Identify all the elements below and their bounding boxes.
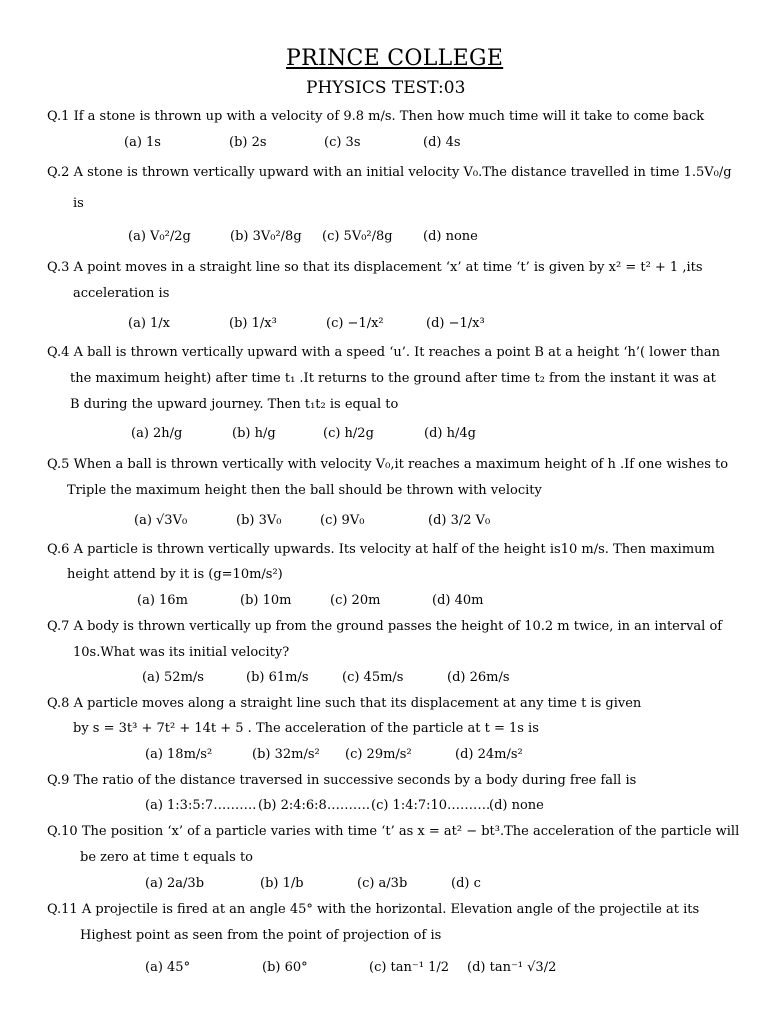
question-text [47,620,722,633]
question-line-2: the maximum height) after time t₁ .It returns to the ground after time t₂ from the instant it was at [70,371,716,386]
option-d: (d) c [451,876,481,891]
option-b: (b) 10m [240,593,292,608]
option-c: (c) a/3b [357,876,408,891]
question-line-2: Highest point as seen from the point of projection of is [80,928,442,943]
option-b: (b) 60° [262,960,308,975]
question-text [47,166,732,179]
option-c: (c) tan⁻¹ 1/2 [369,960,450,975]
option-a: (a) 16m [137,593,188,608]
question-text [47,346,720,359]
option-a: (a) 18m/s² [145,747,213,762]
question-line: A ball is thrown vertically upward with a speed ‘u’. It reaches a point B at a height ‘h’( lower than [73,345,721,360]
question-label: Q.3 [47,260,70,275]
option-d: (d) 24m/s² [455,747,523,762]
question-text [47,774,636,787]
question-line: A body is thrown vertically up from the ground passes the height of 10.2 m twice, in an interval of [73,619,723,634]
option-c: (c) 9V₀ [320,513,365,528]
question-line: A projectile is fired at an angle 45° with the horizontal. Elevation angle of the projectile at its [81,902,700,917]
question-text [47,110,704,123]
question-line-2: be zero at time t equals to [80,850,254,865]
question-label: Q.2 [47,165,70,180]
option-d: (d) none [423,229,478,244]
option-d: (d) tan⁻¹ √3/2 [467,960,557,975]
question-line: The ratio of the distance traversed in successive seconds by a body during free fall is [73,773,637,788]
option-b: (b) 3V₀²/8g [230,229,302,244]
option-a: (a) 45° [145,960,191,975]
option-d: (d) 26m/s [447,670,510,685]
option-b: (b) 32m/s² [252,747,320,762]
college-title: PRINCE COLLEGE [286,46,504,71]
option-b: (b) 1/x³ [229,316,277,331]
question-label: Q.1 [47,109,70,124]
question-label: Q.11 [47,902,78,917]
option-a: (a) 1s [124,135,161,150]
question-line-2: acceleration is [73,286,170,301]
question-text [47,458,728,471]
option-a: (a) 1:3:5:7………. [145,798,257,813]
option-a: (a) √3V₀ [134,513,188,528]
option-d: (d) 4s [423,135,461,150]
question-line-2: 10s.What was its initial velocity? [73,645,290,660]
question-line: A particle is thrown vertically upwards. Its velocity at half of the height is10 m/s. Then maximum [73,542,715,557]
question-line: The position ‘x’ of a particle varies with time ‘t’ as x = at² − bt³.The acceleration of the particle will [81,824,740,839]
question-text [47,543,715,556]
question-line-2: height attend by it is (g=10m/s²) [67,567,283,582]
question-text [47,903,699,916]
question-line-2: by s = 3t³ + 7t² + 14t + 5 . The acceleration of the particle at t = 1s is [73,721,539,736]
option-c: (c) −1/x² [326,316,384,331]
option-a: (a) 2h/g [131,426,183,441]
option-b: (b) 61m/s [246,670,309,685]
option-a: (a) V₀²/2g [128,229,191,244]
question-line: A particle moves along a straight line such that its displacement at any time t is given [73,696,642,711]
question-line: A point moves in a straight line so that its displacement ‘x’ at time ‘t’ is given by x² = t² + 1 ,its [73,260,703,275]
question-label: Q.9 [47,773,70,788]
option-d: (d) −1/x³ [426,316,485,331]
option-b: (b) 3V₀ [236,513,282,528]
option-c: (c) 1:4:7:10………. [371,798,491,813]
question-text [47,825,739,838]
question-line-2: is [73,196,84,211]
question-label: Q.10 [47,824,78,839]
question-line-2: Triple the maximum height then the ball should be thrown with velocity [67,483,542,498]
question-text [47,261,703,274]
question-line: When a ball is thrown vertically with velocity V₀,it reaches a maximum height of h .If one wishes to [73,457,729,472]
option-d: (d) h/4g [424,426,476,441]
option-a: (a) 2a/3b [145,876,205,891]
option-c: (c) 29m/s² [345,747,412,762]
option-b: (b) 1/b [260,876,304,891]
option-c: (c) 45m/s [342,670,404,685]
option-d: (d) 3/2 V₀ [428,513,491,528]
question-line: If a stone is thrown up with a velocity of 9.8 m/s. Then how much time will it take to come back [73,109,705,124]
question-line: A stone is thrown vertically upward with an initial velocity V₀.The distance travelled in time 1.5V₀/g [73,165,732,180]
question-label: Q.4 [47,345,70,360]
option-a: (a) 52m/s [142,670,204,685]
option-c: (c) h/2g [323,426,374,441]
option-c: (c) 3s [324,135,361,150]
option-c: (c) 5V₀²/8g [322,229,393,244]
question-label: Q.7 [47,619,70,634]
question-line-3: B during the upward journey. Then t₁t₂ is equal to [70,397,399,412]
option-b: (b) 2:4:6:8………. [258,798,370,813]
question-text [47,697,641,710]
question-label: Q.5 [47,457,70,472]
option-b: (b) h/g [232,426,276,441]
test-title: PHYSICS TEST:03 [306,78,466,98]
question-label: Q.8 [47,696,70,711]
option-b: (b) 2s [229,135,267,150]
question-label: Q.6 [47,542,70,557]
option-d: (d) none [489,798,544,813]
option-c: (c) 20m [330,593,381,608]
option-a: (a) 1/x [128,316,171,331]
option-d: (d) 40m [432,593,484,608]
